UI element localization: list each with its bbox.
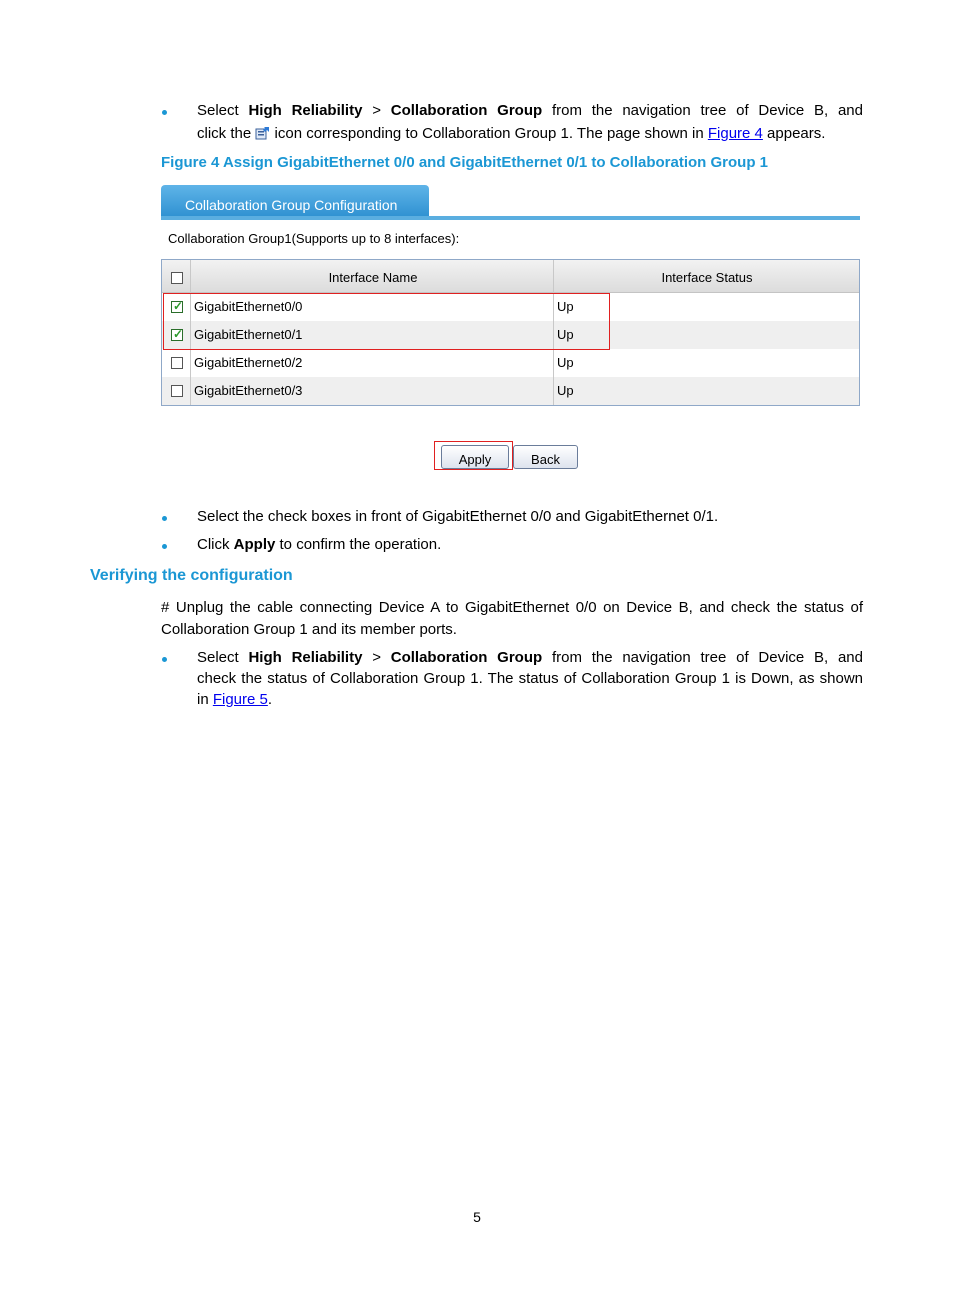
section-heading: Verifying the configuration (90, 567, 293, 584)
interface-name-cell: GigabitEthernet0/3 (194, 383, 303, 398)
interface-status-cell: Up (557, 299, 574, 314)
bullet-4-line-3: in Figure 5. (197, 691, 273, 708)
bullet-dot (162, 657, 167, 662)
bullet-1-line-2: click the icon corresponding to Collaboration Group 1. The page shown in Figure 4 appears. (197, 125, 826, 142)
bullet-dot (162, 544, 167, 549)
configure-icon[interactable] (255, 125, 270, 139)
paragraph-line-2: Collaboration Group 1 and its member ports. (161, 621, 457, 638)
bullet-1-line-1: Select High Reliability > Collaboration Group from the navigation tree of Device B, and (197, 102, 863, 119)
bullet-2: Select the check boxes in front of GigabitEthernet 0/0 and GigabitEthernet 0/1. (197, 508, 719, 525)
row-checkbox[interactable] (171, 385, 183, 397)
bullet-3: Click Apply to confirm the operation. (197, 536, 442, 553)
selected-rows-highlight (163, 293, 610, 350)
bullet-4-line-1: Select High Reliability > Collaboration Group from the navigation tree of Device B, and (197, 649, 863, 666)
apply-button[interactable]: Apply (441, 445, 509, 469)
tab-underline (161, 216, 860, 220)
interface-status-cell: Up (557, 355, 574, 370)
interface-name-cell: GigabitEthernet0/0 (194, 299, 303, 314)
tab-collaboration-group-configuration[interactable]: Collaboration Group Configuration (161, 185, 429, 219)
bullet-dot (162, 110, 167, 115)
page-number: 5 (473, 1209, 481, 1225)
column-header-interface-status: Interface Status (661, 270, 753, 285)
back-button[interactable]: Back (513, 445, 578, 469)
select-all-checkbox[interactable] (171, 272, 183, 284)
table-row (162, 349, 859, 377)
bullet-dot (162, 516, 167, 521)
interface-name-cell: GigabitEthernet0/2 (194, 355, 303, 370)
table-row (162, 377, 859, 405)
table-header (162, 260, 859, 293)
interface-status-cell: Up (557, 383, 574, 398)
apply-button-highlight (434, 441, 513, 470)
row-checkbox[interactable] (171, 357, 183, 369)
interface-name-cell: GigabitEthernet0/1 (194, 327, 303, 342)
interface-status-cell: Up (557, 327, 574, 342)
figure-caption: Figure 4 Assign GigabitEthernet 0/0 and GigabitEthernet 0/1 to Collaboration Group 1 (161, 154, 769, 171)
bullet-4-line-2: check the status of Collaboration Group 1. The status of Collaboration Group 1 is Down, as shown (197, 670, 863, 687)
paragraph-line-1: # Unplug the cable connecting Device A to GigabitEthernet 0/0 on Device B, and check the status of (161, 599, 863, 616)
figure-4-link[interactable]: Figure 4 (707, 125, 763, 142)
column-header-interface-name: Interface Name (328, 270, 418, 285)
group-label: Collaboration Group1(Supports up to 8 interfaces): (168, 231, 460, 246)
check-icon: ✓ (173, 299, 184, 313)
figure-5-link[interactable]: Figure 5 (212, 691, 268, 708)
check-icon: ✓ (173, 327, 184, 341)
